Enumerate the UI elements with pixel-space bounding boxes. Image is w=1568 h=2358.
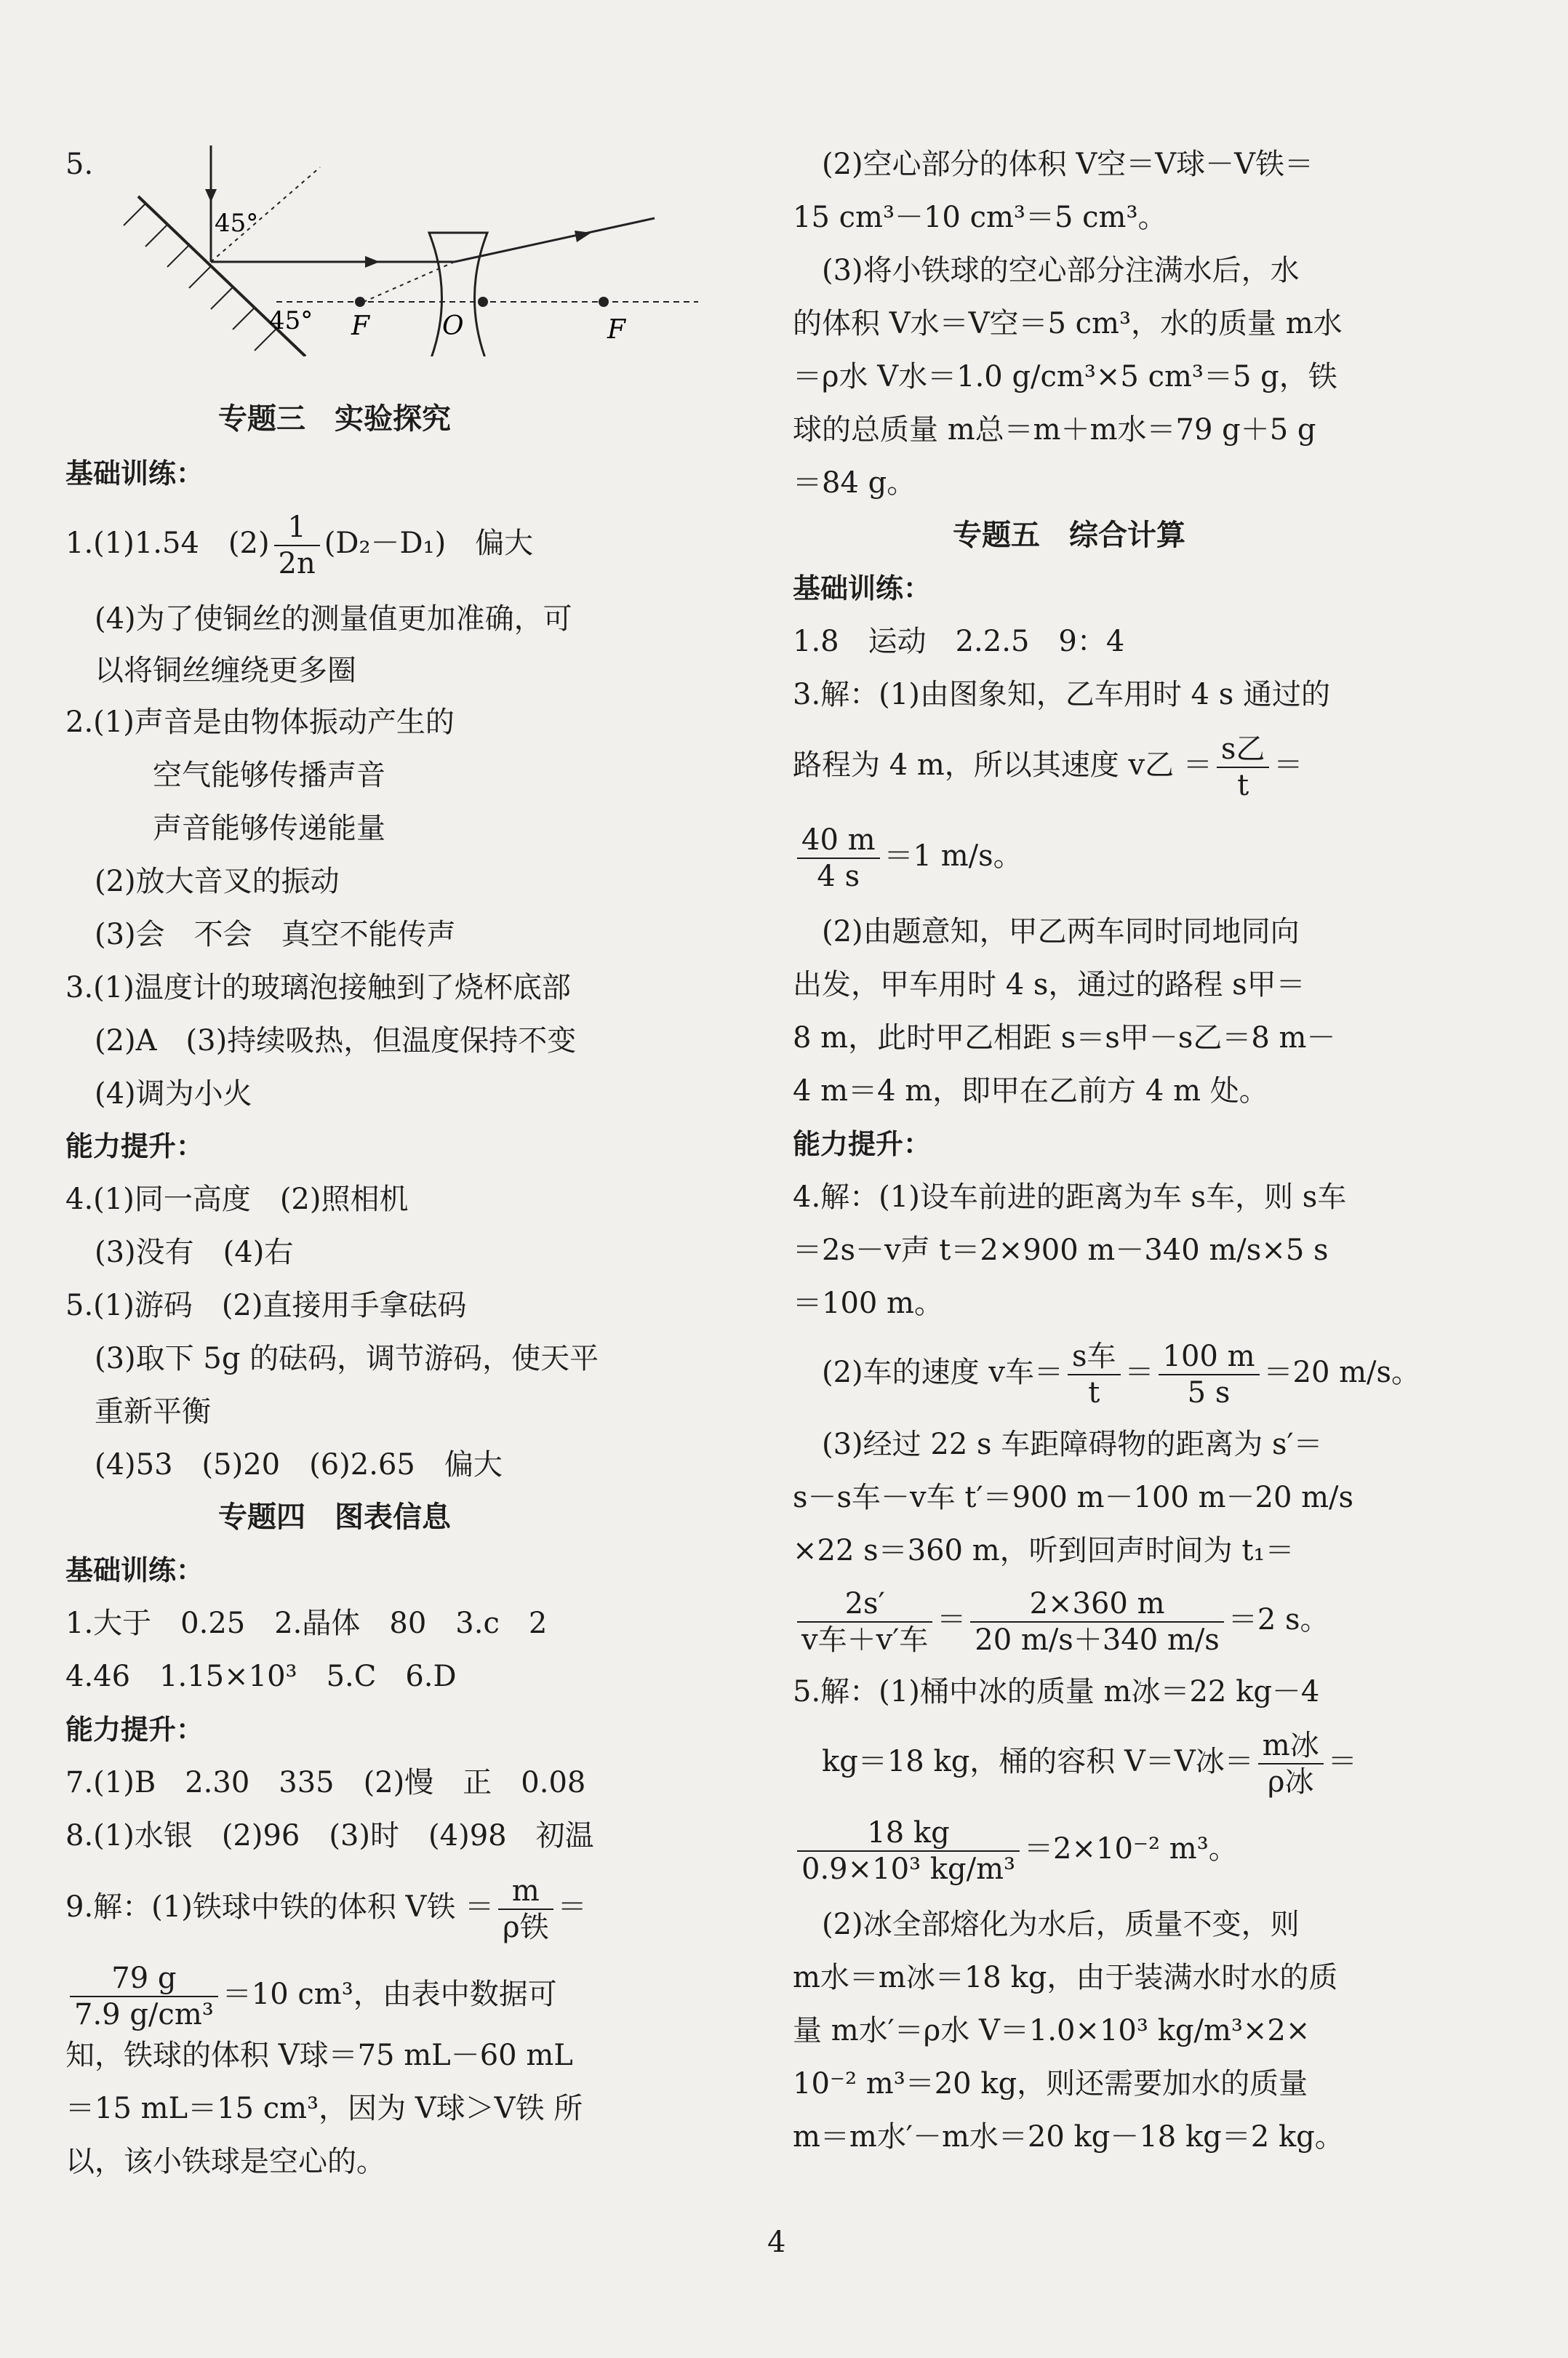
answer-line: (4)为了使铜丝的测量值更加准确，可: [95, 602, 572, 636]
section-title: 专题五 综合计算: [953, 519, 1185, 552]
answer-line: (2)A (3)持续吸热，但温度保持不变: [95, 1024, 577, 1058]
section-title: 专题三 实验探究: [218, 402, 451, 436]
answer-line: 知，铁球的体积 V球＝75 mL－60 mL: [65, 2039, 573, 2072]
fraction: $\frac{m}{\text{ρ铁}}$: [498, 1877, 553, 1942]
answer-line: 9.解：(1)铁球中铁的体积 V铁 ＝ $\frac{m}{\text{ρ铁}}$ ＝: [65, 1874, 587, 1944]
answer-line: (3)取下 5g 的砝码，调节游码，使天平: [95, 1342, 599, 1375]
answer-line: 3.解：(1)由图象知，乙车用时 4 s 通过的: [793, 678, 1330, 711]
answer-line: 2.(1)声音是由物体振动产生的: [65, 706, 455, 739]
fraction: $\frac{2\times 360 m}{20 m/s+340 m/s}$: [970, 1589, 1224, 1655]
arrow-head: [205, 189, 217, 202]
answer-line: (3)将小铁球的空心部分注满水后，水: [822, 254, 1300, 287]
section-title: 专题四 图表信息: [218, 1500, 451, 1534]
fraction: $\frac{40 m}{4 s}$: [797, 826, 880, 891]
answer-line: 以将铜丝缠绕更多圈: [95, 654, 356, 687]
subsection-heading: 基础训练：: [65, 1554, 204, 1586]
answer-line: 4.46 1.15×10³ 5.C 6.D: [65, 1660, 457, 1693]
arrow-head: [365, 256, 380, 268]
answer-line: 球的总质量 m总＝m＋m水＝79 g＋5 g: [793, 413, 1316, 447]
subsection-heading: 能力提升：: [793, 1128, 932, 1160]
answer-line: ×22 s＝360 m，听到回声时间为 t₁＝: [793, 1534, 1295, 1567]
answer-line: kg＝18 kg，桶的容积 V＝V冰＝ $\frac{\text{m冰}}{\text{ρ冰}}$ ＝: [822, 1729, 1357, 1799]
focus-label-left: F: [351, 311, 369, 341]
answer-line: 3.(1)温度计的玻璃泡接触到了烧杯底部: [65, 971, 571, 1004]
focus-label-right: F: [607, 315, 625, 345]
answer-line: 1.(1)1.54 (2) $\frac{1}{2n}$ (D₂－D₁) 偏大: [65, 511, 534, 580]
answer-line: 重新平衡: [95, 1395, 211, 1428]
answer-line: 路程为 4 m，所以其速度 v乙 ＝ $\frac{\text{s乙}}{t}$ ＝: [793, 732, 1303, 802]
question-number: 5.: [65, 148, 94, 181]
angle-label-top: 45°: [215, 209, 259, 238]
answer-line: ＝100 m。: [793, 1287, 943, 1320]
optics-diagram: [95, 138, 698, 356]
fraction: $\frac{\text{m冰}}{\text{ρ冰}}$: [1258, 1731, 1324, 1797]
angle-label-bottom: 45°: [269, 306, 313, 335]
fraction: $\frac{18 kg}{\text{0.9×10³ kg/m³}}$: [797, 1818, 1020, 1884]
focus-point: [599, 297, 609, 307]
answer-line: m＝m水′－m水＝20 kg－18 kg＝2 kg。: [793, 2120, 1344, 2154]
center-label: O: [442, 311, 464, 341]
answer-line: 的体积 V水＝V空＝5 cm³，水的质量 m水: [793, 307, 1343, 340]
answer-line: ＝ρ水 V水＝1.0 g/cm³×5 cm³＝5 g，铁: [793, 360, 1337, 393]
fraction: $\frac{\text{s车}}{t}$: [1068, 1342, 1121, 1407]
answer-line: 8 m，此时甲乙相距 s＝s甲－s乙＝8 m－: [793, 1021, 1336, 1055]
focus-point: [355, 297, 365, 307]
answer-line: 以，该小铁球是空心的。: [65, 2145, 385, 2178]
answer-line: (2)放大音叉的振动: [95, 865, 340, 898]
answer-line: (2)由题意知，甲乙两车同时同地同向: [822, 915, 1300, 948]
answer-line: 8.(1)水银 (2)96 (3)时 (4)98 初温: [65, 1819, 594, 1853]
answer-line: 4.解：(1)设车前进的距离为车 s车，则 s车: [793, 1180, 1347, 1214]
answer-line: 4.(1)同一高度 (2)照相机: [65, 1183, 409, 1216]
answer-line: s－s车－v车 t′＝900 m－100 m－20 m/s: [793, 1481, 1354, 1514]
answer-line: 1.大于 0.25 2.晶体 80 3.c 2: [65, 1607, 548, 1640]
answer-line: (2)冰全部熔化为水后，质量不变，则: [822, 1908, 1300, 1941]
answer-line: $\frac{18 kg}{\text{0.9×10³ kg/m³}}$ ＝2×10⁻² m³。: [793, 1818, 1238, 1884]
answer-line: (3)会 不会 真空不能传声: [95, 918, 456, 951]
answer-line: 4 m＝4 m，即甲在乙前方 4 m 处。: [793, 1074, 1268, 1108]
answer-line: $\frac{40 m}{4 s}$ ＝1 m/s。: [793, 826, 1023, 891]
answer-line: 出发，甲车用时 4 s，通过的路程 s甲＝: [793, 968, 1305, 1002]
answer-line: (4)53 (5)20 (6)2.65 偏大: [95, 1448, 503, 1482]
answer-line: 声音能够传递能量: [153, 812, 385, 845]
answer-line: ＝15 mL＝15 cm³，因为 V球＞V铁 所: [65, 2092, 583, 2125]
subsection-heading: 基础训练：: [65, 457, 204, 489]
fraction: $\frac{100 m}{5 s}$: [1159, 1342, 1260, 1407]
answer-line: (3)经过 22 s 车距障碍物的距离为 s′＝: [822, 1428, 1323, 1461]
optical-center-point: [478, 297, 488, 307]
answer-line: 5.(1)游码 (2)直接用手拿砝码: [65, 1289, 467, 1322]
answer-line: $\frac{2s'}{\text{v车＋v′车}}$ ＝ $\frac{2\times 360 m}{20 m/s+340 m/s}$ ＝2 s。: [793, 1589, 1329, 1655]
subsection-heading: 基础训练：: [793, 572, 932, 604]
fraction: $\frac{79 g}{\text{7.9 g/cm³}}$: [70, 1964, 218, 2029]
answer-line: 5.解：(1)桶中冰的质量 m冰＝22 kg－4: [793, 1675, 1320, 1708]
answer-line: 10⁻² m³＝20 kg，则还需要加水的质量: [793, 2067, 1308, 2101]
fraction: $\frac{\text{s乙}}{t}$: [1217, 735, 1270, 800]
answer-line: m水＝m冰＝18 kg，由于装满水时水的质: [793, 1961, 1338, 1994]
answer-line: 量 m水′＝ρ水 V＝1.0×10³ kg/m³×2×: [793, 2014, 1311, 2047]
fraction: $\frac{2s'}{\text{v车＋v′车}}$: [797, 1589, 932, 1655]
answer-line: (2)车的速度 v车＝ $\frac{\text{s车}}{t}$ ＝ $\frac{100 m}{5 s}$ ＝20 m/s。: [822, 1340, 1421, 1410]
answer-line: (3)没有 (4)右: [95, 1236, 294, 1269]
answer-line: (4)调为小火: [95, 1077, 252, 1111]
answer-line: ＝2s－v声 t＝2×900 m－340 m/s×5 s: [793, 1234, 1329, 1267]
subsection-heading: 能力提升：: [65, 1714, 204, 1746]
answer-line: $\frac{79 g}{\text{7.9 g/cm³}}$ ＝10 cm³，由表中数据可: [65, 1964, 557, 2029]
subsection-heading: 能力提升：: [65, 1130, 204, 1162]
fraction: $\frac{1}{2n}$: [274, 513, 320, 578]
answer-line: 7.(1)B 2.30 335 (2)慢 正 0.08: [65, 1766, 586, 1799]
answer-line: ＝84 g。: [793, 466, 916, 500]
answer-line: 15 cm³－10 cm³＝5 cm³。: [793, 201, 1167, 234]
page-number: 4: [767, 2226, 786, 2259]
answer-line: 空气能够传播声音: [153, 759, 385, 792]
answer-line: 1.8 运动 2.2.5 9：4: [793, 625, 1125, 658]
answer-line: (2)空心部分的体积 V空＝V球－V铁＝: [822, 148, 1314, 181]
